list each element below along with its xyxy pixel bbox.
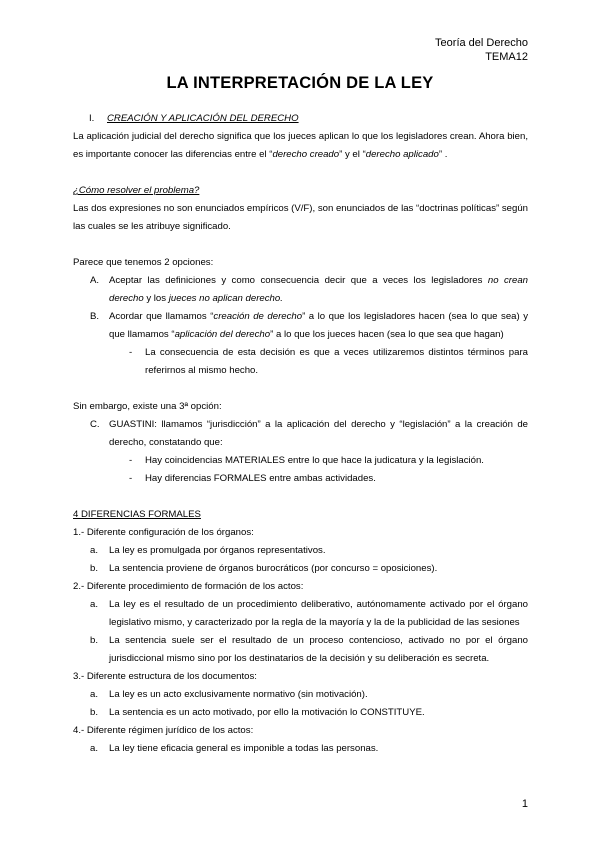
option-a: A. Aceptar las definiciones y como consecuencia decir que a veces los legisladores no crean derecho y los jueces no aplican derecho.	[90, 275, 529, 304]
intro-paragraph: La aplicación judicial del derecho significa que los jueces aplican lo que los legisladores crean. Ahora bien, es importante conocer las diferencias entre el “derecho creado” y el “derecho aplicado” .	[73, 131, 528, 160]
difference-1-item: a. La ley es promulgada por órganos representativos.	[90, 545, 326, 556]
difference-2-item: b. La sentencia suele ser el resultado de un proceso contencioso, activado no por el órgano jurisdiccional mismo sino por los destinatarios de la decisión y su deliberación es secreta.	[90, 635, 528, 664]
option-c: C. GUASTINI: llamamos “jurisdicción” a la aplicación del derecho y “legislación” a la creación de derecho, constatando que:	[90, 419, 528, 448]
difference-3-item: a. La ley es un acto exclusivamente normativo (sin motivación).	[90, 689, 368, 700]
page-number: 1	[521, 798, 528, 810]
options-intro: Parece que tenemos 2 opciones:	[73, 257, 214, 268]
third-option-intro: Sin embargo, existe una 3ª opción:	[73, 401, 222, 412]
expressions-paragraph: Las dos expresiones no son enunciados empíricos (V/F), son enunciados de las “doctrinas políticas” según las cuales se les atribuye significado.	[73, 203, 528, 232]
option-b: B. Acordar que llamamos “creación de derecho” a lo que los legisladores hacen (sea lo que sea) y que llamamos “aplicación del derecho” a lo que los jueces hacen (sea lo que sea que hagan)	[90, 311, 529, 340]
document-body	[73, 110, 528, 758]
page-title: LA INTERPRETACIÓN DE LA LEY	[166, 74, 434, 92]
difference-4-title: 4.- Diferente régimen jurídico de los actos:	[73, 725, 254, 736]
difference-4-item: a. La ley tiene eficacia general es imponible a todas las personas.	[90, 743, 379, 754]
section-number: I.	[89, 113, 95, 124]
differences-heading: 4 DIFERENCIAS FORMALES	[73, 509, 201, 520]
section-title: CREACIÓN Y APLICACIÓN DEL DERECHO	[107, 113, 299, 124]
difference-1-title: 1.- Diferente configuración de los órganos:	[73, 527, 254, 538]
difference-1-item: b. La sentencia proviene de órganos burocráticos (por concurso = oposiciones).	[90, 563, 438, 574]
difference-2-item: a. La ley es el resultado de un procedimiento deliberativo, autónomamente activado por el órgano legislativo mismo, y caracterizado por la regla de la mayoría y la de la publicidad de las sesiones	[90, 599, 528, 628]
difference-3-item: b. La sentencia es un acto motivado, por ello la motivación lo CONSTITUYE.	[90, 707, 425, 718]
option-b-consequence: - La consecuencia de esta decisión es que a veces utilizaremos distintos términos para referirnos al mismo hecho.	[129, 347, 528, 376]
difference-3-title: 3.- Diferente estructura de los documentos:	[73, 671, 257, 682]
page-header	[435, 36, 528, 64]
header-subject: Teoría del Derecho	[435, 37, 528, 49]
difference-2-title: 2.- Diferente procedimiento de formación de los actos:	[73, 581, 304, 592]
option-c-point: - Hay coincidencias MATERIALES entre lo que hace la judicatura y la legislación.	[129, 455, 484, 466]
section-heading	[73, 110, 528, 128]
header-topic: TEMA12	[485, 51, 528, 63]
option-c-point: - Hay diferencias FORMALES entre ambas actividades.	[129, 473, 376, 484]
question-heading: ¿Cómo resolver el problema?	[73, 185, 200, 196]
